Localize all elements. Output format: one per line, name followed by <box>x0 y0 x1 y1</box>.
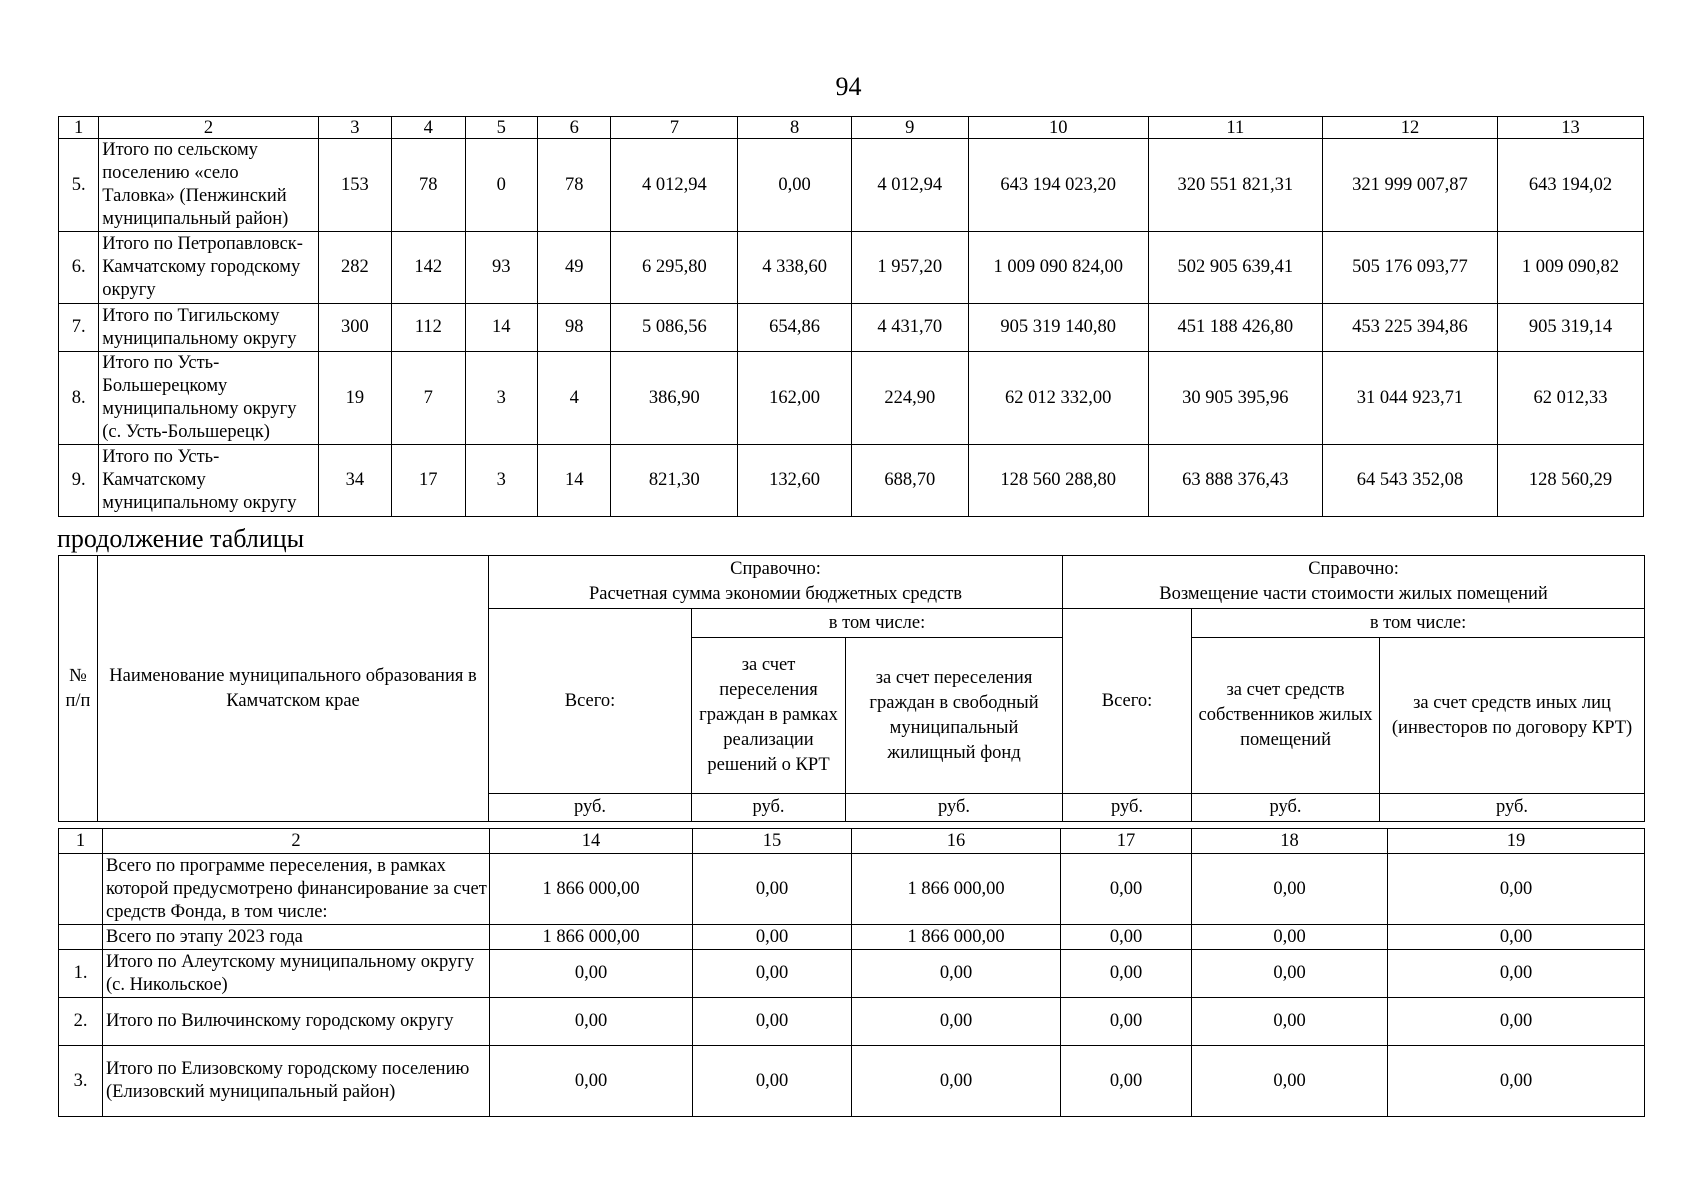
top-table <box>58 116 1644 517</box>
column-number-cell: 3 <box>318 117 391 139</box>
table-cell: 0 <box>465 139 537 232</box>
table-row <box>59 232 1644 304</box>
table-cell: 0,00 <box>490 1046 693 1117</box>
table-cell: 142 <box>392 232 465 304</box>
table-cell: 98 <box>537 304 610 352</box>
continuation-header-table <box>58 555 1645 822</box>
column-number-cell: 17 <box>1061 829 1192 854</box>
savings-total-header: Всего: <box>489 609 692 794</box>
table-cell: 1 866 000,00 <box>490 925 693 950</box>
table-cell: 453 225 394,86 <box>1322 304 1497 352</box>
unit-label: руб. <box>1192 794 1380 822</box>
savings-group-header <box>489 556 1063 609</box>
table-cell: 3 <box>465 445 537 517</box>
page-number: 94 <box>835 72 862 101</box>
table-cell: 502 905 639,41 <box>1148 232 1322 304</box>
table-cell: 0,00 <box>852 1046 1061 1117</box>
column-number-cell: 9 <box>851 117 968 139</box>
column-number-cell: 8 <box>738 117 852 139</box>
municipality-name-cell: Всего по программе переселения, в рамках которой предусмотрено финансирование за счет средств Фонда, в том числе: <box>103 854 490 925</box>
row-number-cell <box>59 925 103 950</box>
table-cell: 1 866 000,00 <box>852 854 1061 925</box>
table-cell: 128 560,29 <box>1497 445 1643 517</box>
savings-group-title: Справочно: <box>730 559 821 579</box>
table-cell: 4 338,60 <box>738 232 852 304</box>
table-cell: 1 866 000,00 <box>852 925 1061 950</box>
table-cell: 17 <box>392 445 465 517</box>
table-cell: 643 194 023,20 <box>968 139 1148 232</box>
table-cell: 282 <box>318 232 391 304</box>
table-cell: 1 866 000,00 <box>490 854 693 925</box>
table-cell: 0,00 <box>1388 854 1645 925</box>
table-cell: 7 <box>392 352 465 445</box>
table-cell: 14 <box>537 445 610 517</box>
table-row <box>59 304 1644 352</box>
table-cell: 0,00 <box>852 950 1061 998</box>
table-cell: 0,00 <box>693 950 852 998</box>
table-cell: 31 044 923,71 <box>1322 352 1497 445</box>
table-cell: 6 295,80 <box>611 232 738 304</box>
table-cell: 643 194,02 <box>1497 139 1643 232</box>
table-cell: 63 888 376,43 <box>1148 445 1322 517</box>
table-cell: 905 319,14 <box>1497 304 1643 352</box>
column-number-cell: 6 <box>537 117 610 139</box>
krt-resettlement-header: за счет переселения граждан в рамках реализации решений о КРТ <box>692 638 846 794</box>
table-cell: 320 551 821,31 <box>1148 139 1322 232</box>
municipality-name-cell: Итого по Петропавловск-Камчатскому городскому округу <box>99 232 318 304</box>
table-cell: 62 012 332,00 <box>968 352 1148 445</box>
table-cell: 4 012,94 <box>611 139 738 232</box>
table-cell: 451 188 426,80 <box>1148 304 1322 352</box>
column-number-row <box>59 829 1645 854</box>
column-number-cell: 19 <box>1388 829 1645 854</box>
savings-group-subtitle: Расчетная сумма экономии бюджетных средств <box>588 584 963 604</box>
table-cell: 505 176 093,77 <box>1322 232 1497 304</box>
table-cell: 14 <box>465 304 537 352</box>
table-cell: 132,60 <box>738 445 852 517</box>
municipality-name-cell: Итого по Усть-Камчатскому муниципальному округу <box>99 445 318 517</box>
row-number-cell <box>59 854 103 925</box>
table-cell: 78 <box>392 139 465 232</box>
column-number-cell: 5 <box>465 117 537 139</box>
municipality-name-cell: Итого по Елизовскому городскому поселению (Елизовский муниципальный район) <box>103 1046 490 1117</box>
table-cell: 62 012,33 <box>1497 352 1643 445</box>
table-cell: 64 543 352,08 <box>1322 445 1497 517</box>
row-number-cell: 8. <box>59 352 99 445</box>
table-cell: 0,00 <box>1388 1046 1645 1117</box>
compensation-group-title: Справочно: <box>1308 559 1399 579</box>
table-cell: 49 <box>537 232 610 304</box>
table-cell: 128 560 288,80 <box>968 445 1148 517</box>
row-number-cell: 6. <box>59 232 99 304</box>
compensation-group-subtitle: Возмещение части стоимости жилых помещений <box>1159 584 1548 604</box>
column-number-cell: 2 <box>99 117 318 139</box>
column-number-cell: 4 <box>392 117 465 139</box>
municipality-name-cell: Итого по Вилючинскому городскому округу <box>103 998 490 1046</box>
table-cell: 1 957,20 <box>851 232 968 304</box>
table-cell: 0,00 <box>1061 1046 1192 1117</box>
row-number-cell: 2. <box>59 998 103 1046</box>
table-cell: 0,00 <box>490 998 693 1046</box>
municipality-name-cell: Итого по Усть-Большерецкому муниципальному округу (с. Усть-Большерецк) <box>99 352 318 445</box>
column-number-cell: 13 <box>1497 117 1643 139</box>
table-cell: 0,00 <box>738 139 852 232</box>
column-number-cell: 11 <box>1148 117 1322 139</box>
column-number-cell: 2 <box>103 829 490 854</box>
table-cell: 688,70 <box>851 445 968 517</box>
owners-funds-header: за счет средств собственников жилых помещений <box>1192 638 1380 794</box>
table-cell: 34 <box>318 445 391 517</box>
table-cell: 0,00 <box>852 998 1061 1046</box>
table-cell: 0,00 <box>1388 950 1645 998</box>
compensation-including-header: в том числе: <box>1192 609 1645 638</box>
column-number-cell: 12 <box>1322 117 1497 139</box>
row-number-cell: 5. <box>59 139 99 232</box>
table-row <box>59 998 1645 1046</box>
table-cell: 0,00 <box>490 950 693 998</box>
table-cell: 0,00 <box>693 998 852 1046</box>
column-number-cell: 16 <box>852 829 1061 854</box>
num-header: № п/п <box>59 556 98 822</box>
table-cell: 321 999 007,87 <box>1322 139 1497 232</box>
table-row <box>59 925 1645 950</box>
column-number-cell: 14 <box>490 829 693 854</box>
table-cell: 112 <box>392 304 465 352</box>
column-number-cell: 1 <box>59 829 103 854</box>
row-number-cell: 9. <box>59 445 99 517</box>
column-number-row <box>59 117 1644 139</box>
table-cell: 93 <box>465 232 537 304</box>
municipal-fund-header: за счет переселения граждан в свободный муниципальный жилищный фонд <box>846 638 1063 794</box>
row-number-cell: 1. <box>59 950 103 998</box>
table-cell: 78 <box>537 139 610 232</box>
table-cell: 0,00 <box>1061 950 1192 998</box>
compensation-group-header <box>1063 556 1645 609</box>
table-cell: 19 <box>318 352 391 445</box>
column-number-cell: 1 <box>59 117 99 139</box>
table-cell: 0,00 <box>693 854 852 925</box>
name-header: Наименование муниципального образования в Камчатском крае <box>98 556 489 822</box>
continued-label: продолжение таблицы <box>57 524 305 553</box>
table-cell: 224,90 <box>851 352 968 445</box>
table-cell: 0,00 <box>1192 950 1388 998</box>
table-cell: 1 009 090 824,00 <box>968 232 1148 304</box>
column-number-cell: 15 <box>693 829 852 854</box>
bottom-table <box>58 828 1645 1117</box>
investors-funds-header: за счет средств иных лиц (инвесторов по договору КРТ) <box>1380 638 1645 794</box>
table-cell: 5 086,56 <box>611 304 738 352</box>
savings-including-header: в том числе: <box>692 609 1063 638</box>
table-cell: 4 431,70 <box>851 304 968 352</box>
table-cell: 0,00 <box>1192 925 1388 950</box>
table-cell: 0,00 <box>1192 1046 1388 1117</box>
unit-label: руб. <box>489 794 692 822</box>
table-row <box>59 950 1645 998</box>
table-cell: 0,00 <box>1388 998 1645 1046</box>
unit-label: руб. <box>1063 794 1192 822</box>
unit-label: руб. <box>1380 794 1645 822</box>
municipality-name-cell: Итого по сельскому поселению «село Таловка» (Пенжинский муниципальный район) <box>99 139 318 232</box>
table-cell: 386,90 <box>611 352 738 445</box>
row-number-cell: 3. <box>59 1046 103 1117</box>
row-number-cell: 7. <box>59 304 99 352</box>
table-cell: 654,86 <box>738 304 852 352</box>
column-number-cell: 10 <box>968 117 1148 139</box>
column-number-cell: 18 <box>1192 829 1388 854</box>
unit-label: руб. <box>846 794 1063 822</box>
table-row <box>59 445 1644 517</box>
table-cell: 162,00 <box>738 352 852 445</box>
table-cell: 821,30 <box>611 445 738 517</box>
table-cell: 0,00 <box>1061 854 1192 925</box>
municipality-name-cell: Итого по Тигильскому муниципальному округу <box>99 304 318 352</box>
table-row <box>59 854 1645 925</box>
table-row <box>59 139 1644 232</box>
table-cell: 0,00 <box>1061 925 1192 950</box>
table-row <box>59 352 1644 445</box>
table-cell: 30 905 395,96 <box>1148 352 1322 445</box>
table-cell: 0,00 <box>1192 854 1388 925</box>
table-cell: 0,00 <box>1192 998 1388 1046</box>
table-cell: 0,00 <box>1061 998 1192 1046</box>
table-cell: 0,00 <box>693 1046 852 1117</box>
table-cell: 1 009 090,82 <box>1497 232 1643 304</box>
municipality-name-cell: Всего по этапу 2023 года <box>103 925 490 950</box>
municipality-name-cell: Итого по Алеутскому муниципальному округу (с. Никольское) <box>103 950 490 998</box>
table-cell: 300 <box>318 304 391 352</box>
unit-label: руб. <box>692 794 846 822</box>
compensation-total-header: Всего: <box>1063 609 1192 794</box>
table-cell: 153 <box>318 139 391 232</box>
table-row <box>59 1046 1645 1117</box>
table-cell: 905 319 140,80 <box>968 304 1148 352</box>
table-cell: 3 <box>465 352 537 445</box>
table-cell: 0,00 <box>1388 925 1645 950</box>
table-cell: 0,00 <box>693 925 852 950</box>
table-cell: 4 012,94 <box>851 139 968 232</box>
table-cell: 4 <box>537 352 610 445</box>
column-number-cell: 7 <box>611 117 738 139</box>
